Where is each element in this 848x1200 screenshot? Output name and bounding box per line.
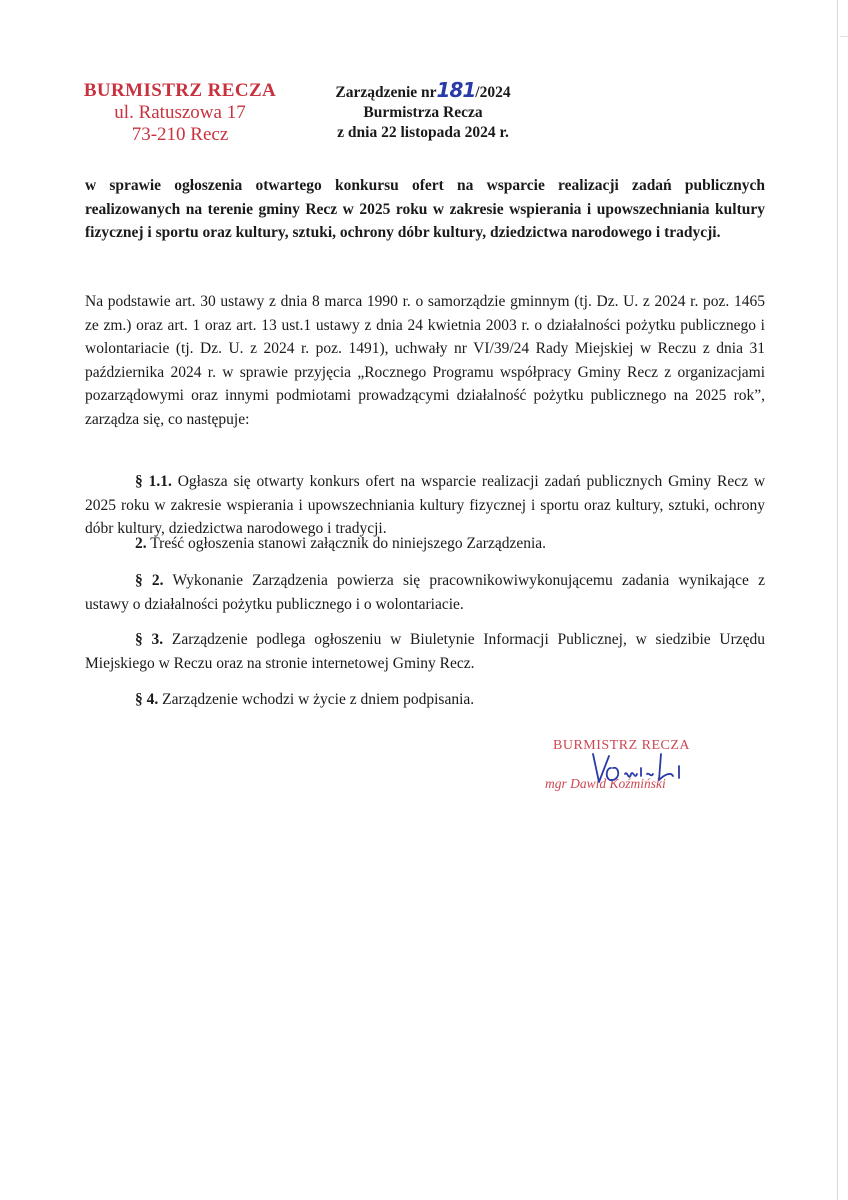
paragraph-2-label: § 2. xyxy=(135,572,164,589)
paragraph-1-2-label: 2. xyxy=(135,535,147,552)
paragraph-3 xyxy=(85,628,765,675)
decree-date: z dnia 22 listopada 2024 r. xyxy=(337,124,509,141)
signature-stamp xyxy=(545,738,725,798)
paragraph-4-text: Zarządzenie wchodzi w życie z dniem podpisania. xyxy=(162,691,475,708)
paragraph-4-label: § 4. xyxy=(135,691,159,708)
paragraph-2 xyxy=(85,569,765,616)
stamp-postal: 73-210 Recz xyxy=(131,124,229,145)
paragraph-4 xyxy=(85,688,765,712)
paragraph-1-2 xyxy=(85,532,765,556)
decree-title-prefix: Zarządzenie nr xyxy=(335,84,437,101)
paragraph-1-1-text: Ogłasza się otwarty konkurs ofert na wsparcie realizacji zadań publicznych Gminy Recz w 2025 roku w zakresie wspierania i upowszechniania kultury fizycznej i sportu oraz kultury, sztuki, ochrony dóbr kultury, dziedzictwa narodowego i tradycji. xyxy=(85,473,766,537)
signature-stamp-office: BURMISTRZ RECZA xyxy=(553,738,691,753)
paragraph-3-text: Zarządzenie podlega ogłoszeniu w Biuletynie Informacji Publicznej, w siedzibie Urzędu Miejskiego w Reczu oraz na stronie internetowej Gminy Recz. xyxy=(85,631,766,672)
stamp-street: ul. Ratuszowa 17 xyxy=(114,102,246,123)
decree-title-suffix: /2024 xyxy=(475,84,511,101)
page-edge-line xyxy=(837,0,838,1200)
decree-subject: w sprawie ogłoszenia otwartego konkursu ofert na wsparcie realizacji zadań publicznych realizowanych na terenie gminy Recz w 2025 roku w zakresie wspierania i upowszechniania kultury fizycznej i sportu oraz kultury, sztuki, ochrony dóbr kultury, dziedzictwa narodowego i tradycji. xyxy=(85,177,765,241)
page-edge-mark xyxy=(840,36,848,37)
handwritten-signature xyxy=(575,746,715,794)
office-stamp-header xyxy=(70,80,290,146)
paragraph-1-1-label: § 1.1. xyxy=(135,473,172,490)
decree-preamble: Na podstawie art. 30 ustawy z dnia 8 marca 1990 r. o samorządzie gminnym (tj. Dz. U. z 2024 r. poz. 1465 ze zm.) oraz art. 1 oraz art. 13 ust.1 ustawy z dnia 24 kwietnia 2003 r. o działalności pożytku publicznego i wolontariacie (tj. Dz. U. z 2024 r. poz. 1491), uchwały nr VI/39/24 Rady Miejskiej w Reczu z dnia 31 października 2024 r. w sprawie przyjęcia „Rocznego Programu współpracy Gminy Recz z organizacjami pozarządowymi oraz innymi podmiotami prowadzącymi działalność pożytku publicznego na 2025 rok”, zarządza się, co następuje: xyxy=(85,293,765,428)
decree-number-handwritten: 181 xyxy=(436,78,476,102)
paragraph-1-2-text: Treść ogłoszenia stanowi załącznik do niniejszego Zarządzenia. xyxy=(150,535,547,552)
paragraph-2-text: Wykonanie Zarządzenia powierza się pracownikowiwykonującemu zadania wynikające z ustawy o działalności pożytku publicznego i o wolontariacie. xyxy=(85,572,765,613)
stamp-office-title: BURMISTRZ RECZA xyxy=(83,80,277,101)
paragraph-1-1 xyxy=(85,470,765,541)
decree-heading xyxy=(318,80,528,143)
paragraph-3-label: § 3. xyxy=(135,631,164,648)
decree-issuer: Burmistrza Recza xyxy=(363,104,483,121)
signature-stamp-name: mgr Dawid Koźmiński xyxy=(545,776,666,791)
decree-title-line xyxy=(318,80,528,103)
